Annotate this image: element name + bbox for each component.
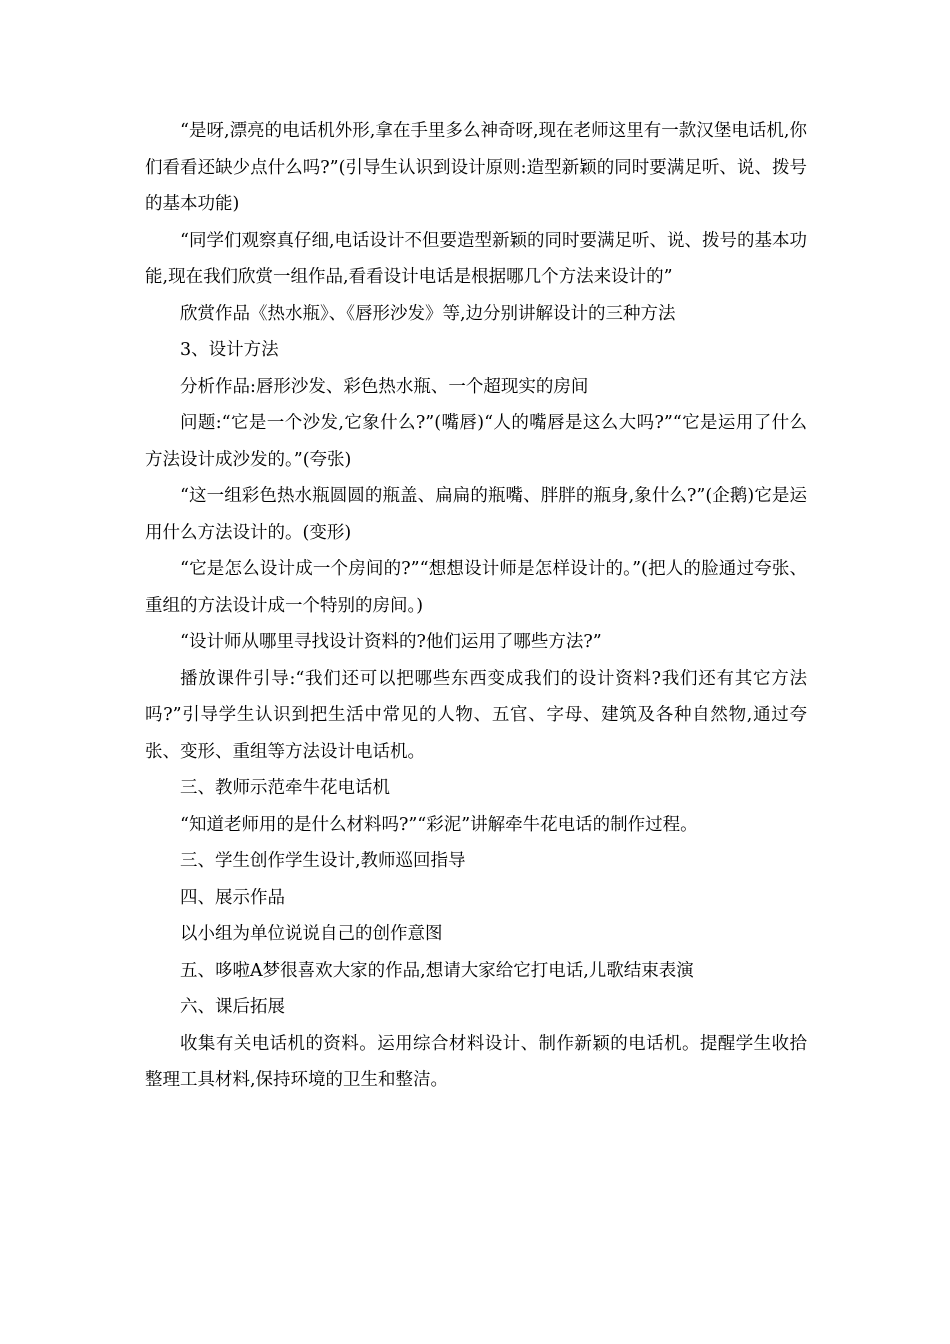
paragraph-question-sofa: 问题:“它是一个沙发,它象什么?”(嘴唇)“人的嘴唇是这么大吗?”“它是运用了什么方法设计成沙发的。”(夸张)	[145, 413, 807, 470]
document-body	[145, 113, 807, 1099]
paragraph-courseware-guide: 播放课件引导:“我们还可以把哪些东西变成我们的设计资料?我们还有其它方法吗?”引导学生认识到把生活中常见的人物、五官、字母、建筑及各种自然物,通过夸张、变形、重组等方法设计电话机。	[145, 668, 807, 762]
paragraph-question-designer: “设计师从哪里寻找设计资料的?他们运用了哪些方法?”	[180, 632, 602, 652]
paragraph-question-thermos: “这一组彩色热水瓶圆圆的瓶盖、扁扁的瓶嘴、胖胖的瓶身,象什么?”(企鹅)它是运用什么方法设计的。(变形)	[145, 486, 807, 543]
heading-doraemon-ending: 五、哆啦A梦很喜欢大家的作品,想请大家给它打电话,儿歌结束表演	[180, 960, 694, 981]
paragraph-question-room: “它是怎么设计成一个房间的?”“想想设计师是怎样设计的。”(把人的脸通过夸张、重组的方法设计成一个特别的房间。)	[145, 559, 807, 616]
paragraph-analyze-works: 分析作品:唇形沙发、彩色热水瓶、一个超现实的房间	[180, 376, 589, 397]
paragraph-appreciate-three-methods: 欣赏作品《热水瓶》、《唇形沙发》等,边分别讲解设计的三种方法	[180, 303, 676, 324]
heading-student-creation: 三、学生创作学生设计,教师巡回指导	[180, 851, 466, 871]
paragraph-group-presentation: 以小组为单位说说自己的创作意图	[180, 924, 443, 944]
heading-after-class-extension: 六、课后拓展	[180, 997, 285, 1017]
paragraph-clay-material: “知道老师用的是什么材料吗?”“彩泥”讲解牵牛花电话的制作过程。	[180, 814, 698, 835]
paragraph-dialogue-appreciate-works: “同学们观察真仔细,电话设计不但要造型新颖的同时要满足听、说、拨号的基本功能,现在我们欣赏一组作品,看看设计电话是根据哪几个方法来设计的”	[145, 230, 808, 287]
paragraph-collect-materials: 收集有关电话机的资料。运用综合材料设计、制作新颖的电话机。提醒学生收拾整理工具材料,保持环境的卫生和整洁。	[145, 1033, 807, 1090]
heading-show-works: 四、展示作品	[180, 887, 285, 908]
paragraph-dialogue-hamburger-phone: “是呀,漂亮的电话机外形,拿在手里多么神奇呀,现在老师这里有一款汉堡电话机,你们看看还缺少点什么吗?”(引导生认识到设计原则:造型新颖的同时要满足听、说、拨号的基本功能)	[145, 121, 807, 214]
heading-design-methods: 3、设计方法	[180, 340, 279, 360]
heading-teacher-demo: 三、教师示范牵牛花电话机	[180, 778, 390, 798]
